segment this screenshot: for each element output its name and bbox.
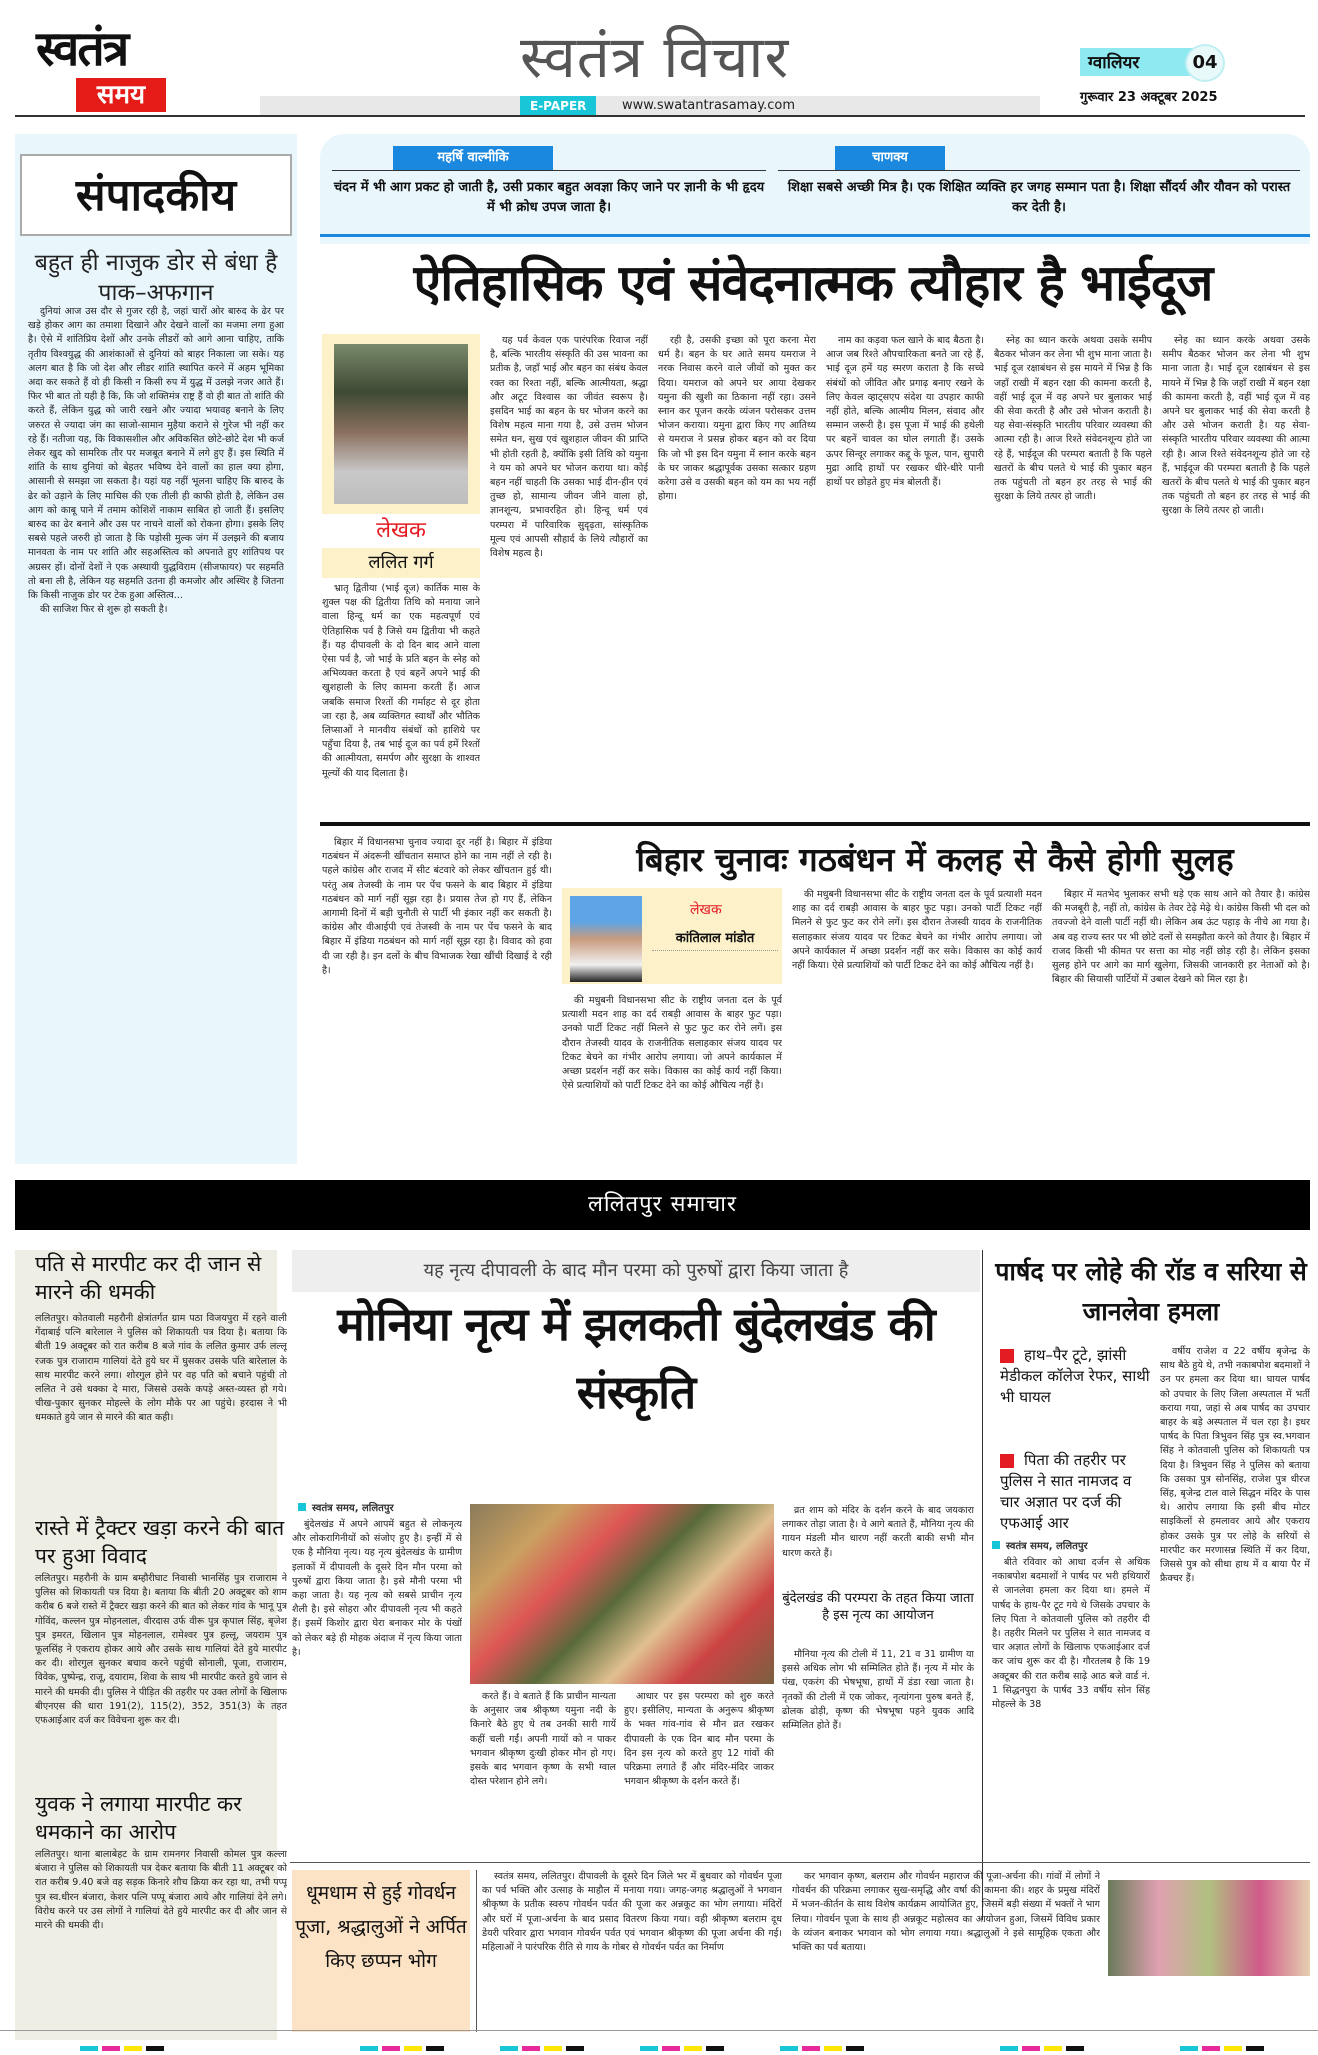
editorial-section-label: संपादकीय <box>20 154 292 236</box>
author-name: कांतिलाल मांडोत <box>652 928 778 951</box>
bihar-text: बिहार में विधानसभा चुनाव ज्यादा दूर नहीं है। बिहार में इंडिया गठबंधन में अंदरूनी खींचतान समाप्त होने का नाम नहीं ले रही है। पहले कांग्रेस और राजद में सीट बंटवारे को लेकर खींचतान हुई थी। परंतु अब तेजस्वी के नाम पर पेंच फसने के बाद बिहार में इंडिया गठबंधन को मार्ग नहीं सूझ रहा है। प्रयास तेज हो गए हैं, लेकिन आगामी दिनों में बड़ी चुनौती से पार्टी भी इंकार नहीं कर सकती है। कांग्रेस और वीआईपी एवं तेजस्वी के नाम पर पेंच फसने के बाद बिहार में इंडिया गठबंधन को मार्ग नहीं सूझ रहा है। विवाद को हवा दी जा रही है। इन दलों के बीच विभाजक रेखा खींची दिखाई दे रही है। <box>322 837 552 976</box>
page-number-badge: 04 <box>1185 44 1225 82</box>
cmyk-bar-group <box>500 2036 588 2055</box>
editorial-closing: की साजिश फिर से शुरू हो सकती है। <box>40 604 168 616</box>
author-label: लेखक <box>690 902 722 918</box>
bullet-square-icon <box>298 1503 306 1511</box>
monia-column-4 <box>782 1504 974 1588</box>
epaper-badge: E-PAPER <box>520 96 596 116</box>
parshad-column-2 <box>1160 1345 1310 1857</box>
lead-column-6 <box>1162 334 1310 814</box>
goverdhan-column-1 <box>482 1870 782 2030</box>
logo-bottom-text: समय <box>76 78 166 112</box>
section-band-lalitpur: ललितपुर समाचार <box>15 1180 1310 1230</box>
print-registration-marks <box>0 2030 1318 2044</box>
highlight-text: हाथ–पैर टूटे, झांसी मेडीकल कॉलेज रेफर, साथी भी घायल <box>1000 1346 1150 1406</box>
local-news-headline[interactable]: रास्ते में ट्रैक्टर खड़ा करने की बात पर हुआ विवाद <box>35 1516 285 1568</box>
lead-column-4 <box>826 334 984 814</box>
quotes-divider <box>320 234 1310 237</box>
lead-text: भ्रातृ द्वितीया (भाई दूज) कार्तिक मास के शुक्ल पक्ष की द्वितीया तिथि को मनाया जाने वाला हिन्दू धर्म का एक महत्वपूर्ण एवं ऐतिहासिक पर्व है जिसे यम द्वितीया भी कहते हैं। यह दीपावली के दो दिन बाद आने वाला ऐसा पर्व है, जो भाई के प्रति बहन के स्नेह को अभिव्यक्त करता है एवं बहनें अपने भाई की खुशहाली के लिए कामना करती हैं। आज जबकि समाज रिश्तों की गर्माहट से दूर होता जा रहा है, अब व्यक्तिगत स्वार्थों और भौतिक लिप्साओं ने मानवीय संबंधों को हाशिये पर पहुँचा दिया है, तब भाई दूज का पर्व हमें रिश्तों की आत्मीयता, समर्पण और सुरक्षा के शाश्वत मूल्यों की याद दिलाता है। <box>322 583 480 779</box>
bihar-headline[interactable]: बिहार चुनावः गठबंधन में कलह से कैसे होगी सुलह <box>636 840 1234 879</box>
local-news-body: ललितपुर। कोतवाली महरौनी क्षेत्रांतर्गत ग्राम पठा विजयपुरा में रहने वाली गेंदाबाई पत्नि बारेलाल ने पुलिस को शिकायती पत्र दिया है। बताया कि बीती 19 अक्टूबर को रात करीब 8 बजे गांव के ललित कुमार उर्फ लल्लू रजक पुत्र राजाराम गालियां देते हुये घर में घुसकर उसके पति बारेलाल के साथ मारपीट करने लगा। शोरगुल होने पर वह पति को बचाने पहुंची तो ललित ने उसे धक्का दे मारा, जिससे उसके कपड़े अस्त-व्यस्त हो गये। चीख-पुकार सुनकर मोहल्ले के लोग मौके पर आ पहुंचे। हरदास ने भी धमकाते हुये जान से मारने की बात कही। <box>35 1313 287 1424</box>
bullet-square-icon <box>1000 1349 1014 1363</box>
quote-divider <box>778 170 1300 171</box>
cmyk-bar-group <box>1180 2036 1268 2055</box>
byline <box>992 1538 1088 1552</box>
author-photo <box>334 344 468 504</box>
lead-text: यह पर्व केवल एक पारंपरिक रिवाज नहीं है, बल्कि भारतीय संस्कृति की उस भावना का प्रतीक है, जहाँ भाई और बहन का संबंध केवल रक्त का रिश्ता नहीं, बल्कि आत्मीयता, श्रद्धा और अटूट विश्वास का जीवंत स्वरूप है। इसदिन भाई का बहन के घर भोजन करने का विशेष महत्व माना गया है, उसे उत्तम भोजन समेत धन, सुख एवं खुशहाल जीवन की प्राप्ति भी होती रहती है, क्योंकि इसी तिथि को यमुना ने यम को अपने घर भोजन कराया था। कोई बहन नहीं चाहती कि उसका भाई दीन-हीन एवं तुच्छ हो, सामान्य जीवन जीने वाला हो, ज्ञानशून्य, प्रभावरहित हो। हिन्दू धर्म एवं परम्परा में पारिवारिक सुदृढ़ता, सांस्कृतिक मूल्य एवं आपसी सौहार्द के लिये त्यौहारों का विशेष महत्व है। <box>490 335 648 560</box>
section-divider <box>320 822 1310 826</box>
goverdhan-column-2 <box>792 1870 1100 2030</box>
byline-text: स्वतंत्र समय, ललितपुर <box>1006 1541 1088 1552</box>
quote-text-valmiki: चंदन में भी आग प्रकट हो जाती है, उसी प्रकार बहुत अवज्ञा किए जाने पर ज्ञानी के भी हृदय में भी क्रोध उपज जाता है। <box>333 180 765 215</box>
local-news-body: ललितपुर। महरौनी के ग्राम बम्हौरीघाट निवासी भानसिंह पुत्र राजाराम ने पुलिस को शिकायती पत्र दिया है। बताया कि बीती 20 अक्टूबर को शाम करीब 6 बजे रास्ते में ट्रैक्टर खड़ा करने की बात को लेकर गांव के भानू पुत्र गोविंद, कल्लन पुत्र मोहनलाल, वीरदास उर्फ वीरू पुत्र कृपाल सिंह, बृजेश पुत्र इमरत, खिलान पुत्र मोहनलाल, रामेश्वर पुत्र हल्लू, जयराम पुत्र फूलसिंह ने एकराय होकर आये और उसके साथ गालियां देते हुये मारपीट कर दी। शोरगुल सुनकर बचाव करने पहुंची सोनाली, पूजा, राजाराम, विवेक, पुष्पेन्द्र, राजू, दयाराम, शिवा के साथ भी मारपीट करते हुये जान से मारने की धमकी दी। पुलिस ने पीड़ित की तहरीर पर उक्त लोगों के खिलाफ बीएनएस की धारा 191(2), 115(2), 352, 351(3) के तहत एफआईआर दर्ज कर विवेचना शुरू कर दी। <box>35 1573 287 1727</box>
editorial-body <box>28 305 284 1155</box>
author-label: लेखक <box>322 514 480 548</box>
parshad-text: वर्षीय राजेश व 22 वर्षीय बृजेन्द्र के साथ बैठे हुये थे, तभी नकाबपोश बदमाशों ने उन पर हमला कर दिया था। घायल पार्षद को उपचार के लिए जिला अस्पताल में भर्ती कराया गया, जहां से अब पार्षद का उपचार बाहर के बड़े अस्पताल में चल रहा है। इधर पार्षद के पिता त्रिभुवन सिंह पुत्र स्व.भगवान सिंह ने कोतवाली पुलिस को शिकायती पत्र दिया है। त्रिभुवन सिंह ने पुलिस को बताया कि उसका पुत्र सोनसिंह, राजेश पुत्र धीरज सिंह, बृजेन्द्र टाल वाले सिद्धन मंदिर के पास थे। आरोप लगाया कि इसी बीच मोटर साइकिलों से हमलावर आये और एकराय होकर उसके पुत्र पर लोहे के सरियों से मारपीट कर मरणासन्न स्थिति में कर दिया, जिससे पुत्र को सीधा हाथ में व बाया पैर में फ्रैक्चर हैं। <box>1160 1346 1310 1585</box>
logo-top-text: स्वतंत्र <box>36 21 128 77</box>
local-news-panel <box>15 1250 287 2040</box>
quote-label-valmiki: महर्षि वाल्मीकि <box>393 146 553 170</box>
bihar-text: की मधुबनी विधानसभा सीट के राष्ट्रीय जनता दल के पूर्व प्रत्याशी मदन शाह का दर्द राबड़ी आवास के बाहर फुट पड़ा। उनको पार्टी टिकट नहीं मिलने से फुट फुट कर रोने लगें। इस दौरान तेजस्वी यादव के राजनीतिक सलाहकार संजय यादव पर टिकट बेचने का गंभीर आरोप लगाया। जो अपने कार्यकाल में अच्छा प्रदर्शन नहीं कर सके। विकास का कोई कार्य नहीं किया। ऐसे प्रत्याशियों को पार्टी टिकट देने का कोई औचित्य नहीं है। <box>562 995 782 1092</box>
monia-text: करते हैं। वे बताते हैं कि प्राचीन मान्यता के अनुसार जब श्रीकृष्ण यमुना नदी के किनारे बैठे हुए थे तब उनकी सारी गायें कहीं चली गईं। अपनी गायों को न पाकर भगवान श्रीकृष्ण दुःखी होकर मौन हो गए। इसके बाद भगवान कृष्ण के सभी ग्वाल दोस्त परेशान होने लगे। <box>470 1691 616 1788</box>
cmyk-bar-group <box>780 2036 868 2055</box>
monia-headline[interactable]: मोनिया नृत्य में झलकती बुंदेलखंड की संस्कृति <box>337 1297 935 1419</box>
highlight-text: पिता की तहरीर पर पुलिस ने सात नामजद व चार अज्ञात पर दर्ज की एफआई आर <box>1000 1451 1132 1532</box>
byline <box>298 1500 394 1514</box>
monia-column-2 <box>470 1690 616 1858</box>
monia-text: व्रत शाम को मंदिर के दर्शन करने के बाद जयकारा लगाकर तोड़ा जाता है। वे आगे बताते हैं, मौनिया नृत्य की गायन मंडली मौन धारण नहीं करती बाकी सभी मौन धारण करते हैं। <box>782 1505 974 1559</box>
author-photo <box>570 896 642 982</box>
bihar-column-3 <box>1052 888 1310 1154</box>
story-kicker: यह नृत्य दीपावली के बाद मौन परमा को पुरुषों द्वारा किया जाता है <box>292 1250 980 1292</box>
lead-text: नाम का कड़वा फल खाने के बाद बैठता है। आज जब रिश्ते औपचारिकता बनते जा रहे हैं, भाई दूज हमें यह स्मरण कराता है कि सच्चे संबंधों को जीवित और प्रगाढ़ बनाए रखने के लिए केवल व्हाट्सएप संदेश या उपहार काफी नहीं होते, बल्कि आत्मीय मिलन, संवाद और सम्मान जरूरी है। इस पूजा में भाई की हथेली पर बहनें चावल का घोल लगाती हैं। उसके ऊपर सिन्दूर लगाकर कद्दू के फूल, पान, सुपारी मुद्रा आदि हाथों पर रखकर धीरे-धीरे पानी हाथों पर छोड़ते हुए मंत्र बोलती हैं। <box>826 335 984 489</box>
cmyk-bar-group <box>360 2036 448 2055</box>
story-highlight <box>1000 1450 1150 1534</box>
quote-text-chanakya: शिक्षा सबसे अच्छी मित्र है। एक शिक्षित व्यक्ति हर जगह सम्मान पता है। शिक्षा सौंदर्य और यौवन को परास्त कर देती है। <box>787 180 1291 215</box>
local-news-body: ललितपुर। थाना बालाबेहट के ग्राम रामनगर निवासी कोमल पुत्र कल्ला बंजारा ने पुलिस को शिकायती पत्र देकर बताया कि बीती 11 अक्टूबर को रात करीब 9.40 बजे वह सड़क किनारे शौच क्रिया कर रहा था, तभी पप्पू पुत्र स्व.धीरन बंजारा, केशर पत्नि पप्पू बंजारा आये और गालियां देने लगे। विरोध करने पर उस लोगों ने गालियां देते हुये मारपीट कर दी और जान से मारने की धमकी दी। <box>35 1849 287 1932</box>
author-name: ललित गर्ग <box>322 548 480 578</box>
bullet-square-icon <box>992 1541 1000 1549</box>
section-divider <box>290 1862 1310 1863</box>
column-divider <box>476 1870 477 2032</box>
bihar-text: बिहार में मतभेद भुलाकर सभी धड़े एक साथ आने को तैयार है। कांग्रेस की मजबूरी है, नहीं तो, कांग्रेस के तेवर टेढ़े मेढ़े थे। कांग्रेस किसी भी दल को तवज्जो देने वाली पार्टी नहीं थी। लेकिन अब ऊंट पहाड़ के नीचे आ गया है। अब वह राज्य स्तर पर भी छोटे दलों से समझौता करने को तैयार है। बिहार में राजद किसी भी कीमत पर सत्ता का मोह नहीं छोड़ रही है। लेकिन इसका सुलह होने पर आगे का मार्ग खुलेगा, जिसकी जानकारी हर नेताओं को है। बिहार की सियासी पार्टियों में उबाल देखने को मिल रहा है। <box>1052 889 1310 986</box>
monia-column-1 <box>292 1518 462 1858</box>
author-photo-box <box>322 334 480 514</box>
quotes-panel <box>320 134 1310 244</box>
lead-column-2 <box>490 334 648 814</box>
dance-photo <box>470 1504 774 1684</box>
lead-column-1 <box>322 582 480 814</box>
column-divider <box>982 1250 983 1920</box>
local-news-headline[interactable]: युवक ने लगाया मारपीट कर धमकाने का आरोप <box>35 1792 242 1844</box>
quote-label-chanakya: चाणक्य <box>835 146 945 170</box>
monia-text: मौनिया नृत्य की टोली में 11, 21 व 31 ग्रामीण या इससे अधिक लोग भी सम्मिलित होते हैं। नृत्य में मोर के पंख, एकरंग की भेषभूषा, हाथों में डंडा रखा जाता है। नृतकों की टोली में एक जोकर, नृत्यांगना पुरुष बनते हैं, ढोलक ढोड़ी, कृष्ण की भेषभूषा पहने युवक आदि सम्मिलित होते हैं। <box>782 1649 974 1732</box>
edition-date: गुरूवार 23 अक्टूबर 2025 <box>1080 90 1218 105</box>
parshad-column-1 <box>992 1556 1150 1856</box>
monia-subheadline: बुंदेलखंड की परम्परा के तहत किया जाता है इस नृत्य का आयोजन <box>782 1591 974 1623</box>
parshad-text: बीते रविवार को आधा दर्जन से अधिक नकाबपोश बदमाशों ने पार्षद पर भरी हथियारों से जानलेवा हमला कर दिया था। हमले में पार्षद के हाथ-पैर टूट गये थे जिसके उपचार के लिए पिता ने कोतवाली पुलिस को तहरीर दी है। तहरीर मिलने पर पुलिस ने सात नामजद व चार अज्ञात लोगों के खिलाफ एफआईआर दर्ज कर जांच शुरू कर दी है। गौरतलब है कि 19 अक्टूबर की रात करीब साढ़े आठ बजे वार्ड नं. 1 सिद्धनपुरा के पार्षद 33 वर्षीय सोन सिंह मोहल्ले के 38 <box>992 1557 1150 1711</box>
monia-text: आधार पर इस परम्परा को शुरु करते हुए। इसीलिए, मान्यता के अनुरूप श्रीकृष्ण के भक्त गांव-गांव से मौन व्रत रखकर दीपावली के एक दिन बाद मौन परमा के दिन इस नृत्य को करते हुए 12 गांवों की परिक्रमा लगाते हैं और मंदिर-मंदिर जाकर भगवान श्रीकृष्ण के दर्शन करते हैं। <box>624 1691 774 1788</box>
bihar-text: की मधुबनी विधानसभा सीट के राष्ट्रीय जनता दल के पूर्व प्रत्याशी मदन शाह का दर्द राबड़ी आवास के बाहर फुट पड़ा। उनको पार्टी टिकट नहीं मिलने से फुट फुट कर रोने लगें। इस दौरान तेजस्वी यादव के राजनीतिक सलाहकार संजय यादव पर टिकट बेचने का गंभीर आरोप लगाया। जो अपने कार्यकाल में अच्छा प्रदर्शन नहीं कर सके। विकास का कोई कार्य नहीं किया। ऐसे प्रत्याशियों को पार्टी टिकट देने का कोई औचित्य नहीं है। <box>792 889 1042 972</box>
newspaper-logo[interactable] <box>36 20 170 116</box>
cmyk-bar-group <box>640 2036 728 2055</box>
goverdhan-text: स्वतंत्र समय, ललितपुर। दीपावली के दूसरे दिन जिले भर में बुधवार को गोवर्धन पूजा का पर्व भक्ति और उत्साह के माहौल में मनाया गया। जगह-जगह श्रद्धालुओं ने भगवान श्रीकृष्ण के प्रतीक स्वरुप गोवर्धन पर्वत की पूजा कर अन्नकूट का भोग लगाया। मंदिरों और घरों में पूजा-अर्चना के बाद प्रसाद वितरण किया गया। वही श्रीकृष्ण बलराम दूध डेयरी परिवार द्वारा भगवान गोवर्धन पर्वत एवं भगवान श्रीकृष्ण की पूजा अर्चना की गई। महिलाओं ने पारंपरिक रीति से गाय के गोबर से गोवर्धन पर्वत का निर्माण <box>482 1871 782 1954</box>
cmyk-bar-group <box>80 2036 168 2055</box>
bihar-column-2 <box>792 888 1042 1154</box>
lead-column-3 <box>658 334 816 814</box>
lead-headline[interactable]: ऐतिहासिक एवं संवेदनात्मक त्यौहार है भाईदूज <box>413 254 1213 312</box>
parshad-headline[interactable]: पार्षद पर लोहे की रॉड व सरिया से जानलेवा हमला <box>995 1257 1307 1326</box>
lead-text: स्नेह का ध्यान करके अथवा उसके समीप बैठकर भोजन कर लेना भी शुभ माना जाता है। भाई दूज रक्षाबंधन से इस मायने में भिन्न है कि जहाँ राखी में बहन रक्षा की कामना करती है, वहीं भाई दूज में वह अपने घर बुलाकर भाई की सेवा करती है और उसे भोजन कराती है। यह सेवा-संस्कृति भारतीय परिवार व्यवस्था की आत्मा रही है। आज रिश्ते संवेदनशून्य होते जा रहे हैं, भाईदूज की परम्परा बताती है कि पहले खतरों के बीच पलते थे भाई की पुकार बहन तक पहुंचती तो बहन हर तरह से भाई की सुरक्षा के लिये तत्पर हो जाती। <box>1162 335 1310 517</box>
editorial-text: दुनियां आज उस दौर से गुजर रही है, जहां चारों ओर बारुद के ढेर पर खड़े होकर आग का तमाशा दिखाने और देखने वालों का मजमा लगा हुआ है। ऐसे में शांतिप्रिय देशों और उनके लीडरों को आगे आना चाहिए, ताकि तृतीय विश्वयुद्ध की आशंकाओं से दुनियां को बाहर निकाला जा सके। यह अलग बात है कि जो देश और लीडर शांति स्थापित करने में अहम भूमिका अदा कर सकते हैं वो ही किसी न किसी रुप में युद्ध में उलझे नजर आते हैं। फिर भी बात तो यही है कि, कि जो शक्तिमंत्र राष्ट्र हैं वो ही बात तो शांति की करते हैं, लेकिन युद्ध को जारी रखने और ज्यादा भयावह बनाने के लिए जरुरत से ज्यादा जंग का साजो-सामान मुहैया कराने से गुरेज भी नहीं कर रहे हैं। नतीजा यह, कि विकासशील और अविकसित छोटे-छोटे देश भी कर्ज लेकर खुद को सामरिक तौर पर मजबूत बनाने में लगे हुए हैं। इस स्थिति में शांति के साथ दुनियां को बेहतर भविष्य देने वालों का हाल क्या होगा, आसानी से समझा जा सकता है। यहां यह नहीं भूलना चाहिए कि बारुद के ढेर को उड़ाने के लिए माचिस की एक तीली ही काफी होती है, लेकिन उस आग को काबू पाने में तमाम कोशिशें नाकाम साबित हो जाती हैं। इसलिए बारुद का ढेर बनाने और उस पर नाचने वालों को रोकना होगा। इसके लिए सबसे पहले जरुरी हो जाता है कि पड़ोसी मुल्क जंग में उलझने की बजाय मानवता के नाम पर शांति और सहअस्तित्व को अपनाते हुए शांतिपथ पर अग्रसर हों। दोनों देशों ने एक अस्थायी युद्धविराम (सीजफायर) पर सहमति तो बना ली है, लेकिन यह सहमति उतना ही कमजोर और अस्थिर है जितना कि किसी नाजुक डोर पर टेक हुआ अस्तित्व... <box>28 306 284 602</box>
quote-divider <box>332 170 766 171</box>
monia-column-4b <box>782 1648 974 1858</box>
goverdhan-text: कर भगवान कृष्ण, बलराम और गोवर्धन महाराज की पूजा-अर्चना की। गांवों में लोगों ने गोवर्धन की परिक्रमा लगाकर सुख-समृद्धि और वर्षा की कामना की। शहर के प्रमुख मंदिरों में भजन-कीर्तन के साथ विशेष कार्यक्रम आयोजित हुए, जिसमें बड़ी संख्या में भक्तों ने भाग लिया। गोवर्धन पूजा के साथ ही अन्नकूट महोत्सव का आयोजन हुआ, जिसमें विविध प्रकार के व्यंजन बनाकर भगवान को भोग लगाया गया। श्रद्धालुओं ने इसे सामूहिक एकता और भक्ति का पर्व बताया। <box>792 1871 1100 1954</box>
goverdhan-headline[interactable]: धूमधाम से हुई गोवर्धन पूजा, श्रद्धालुओं ने अर्पित किए छप्पन भोग <box>292 1870 470 2032</box>
page-title: स्वतंत्र विचार <box>520 23 790 91</box>
cmyk-bar-group <box>1000 2036 1088 2055</box>
monia-text: बुंदेलखंड में अपने आपमें बहुत से लोकनृत्य और लोकरागिनीयों को संजोए हुए है। इन्हीं में से एक है मौनिया नृत्य। यह नृत्य बुंदेलखंड के ग्रामीण इलाकों में दीपावली के दूसरे दिन मौन परमा को पुरुषों द्वारा किया जाता है। इसे मौनी परमा भी कहा जाता है। यह नृत्य को सबसे प्राचीन नृत्य शैली है। इसे सोहरा और दीपावली नृत्य भी कहते हैं। इसमें किशोर द्वारा घेरा बनाकर मोर के पंखों को लेकर बड़े ही मोहक अंदाज में नृत्य किया जाता है। <box>292 1519 462 1658</box>
monia-column-3 <box>624 1690 774 1858</box>
group-photo <box>1108 1880 1310 1976</box>
local-news-headline[interactable]: पति से मारपीट कर दी जान से मारने की धमकी <box>35 1252 262 1304</box>
lead-column-5 <box>994 334 1152 814</box>
lead-text: स्नेह का ध्यान करके अथवा उसके समीप बैठकर भोजन कर लेना भी शुभ माना जाता है। भाई दूज रक्षाबंधन से इस मायने में भिन्न है कि जहाँ राखी में बहन रक्षा की कामना करती है, वहीं भाई दूज में वह अपने घर बुलाकर भाई की सेवा करती है और उसे भोजन कराती है। यह सेवा-संस्कृति भारतीय परिवार व्यवस्था की आत्मा रही है। आज रिश्ते संवेदनशून्य होते जा रहे हैं, भाईदूज की परम्परा बताती है कि पहले खतरों के बीच पलते थे भाई की पुकार बहन तक पहुंचती तो बहन हर तरह से भाई की सुरक्षा के लिये तत्पर हो जाती। <box>994 335 1152 503</box>
edition-city: ग्वालियर <box>1080 48 1202 76</box>
bihar-column-1 <box>322 836 552 1154</box>
website-link[interactable]: www.swatantrasamay.com <box>622 98 796 113</box>
byline-text: स्वतंत्र समय, ललितपुर <box>312 1503 394 1514</box>
story-highlight <box>1000 1345 1150 1408</box>
lead-text: रही है, उसकी इच्छा को पूरा करना मेरा धर्म है। बहन के घर आते समय यमराज ने नरक निवास करने वाले जीवों को मुक्त कर दिया। यमराज को अपने घर आया देखकर यमुना की खुशी का ठिकाना नहीं रहा। उसने स्नान कर पूजन करके व्यंजन परोसकर उत्तम भोजन कराया। यमुना द्वारा किए गए आतिथ्य से यमराज ने प्रसन्न होकर बहन को वर दिया कि जो भी इस दिन यमुना में स्नान करके बहन के घर जाकर श्रद्धापूर्वक उसका सत्कार ग्रहण करेगा उसे व उसकी बहन को यम का भय नहीं होगा। <box>658 335 816 503</box>
editorial-headline: बहुत ही नाजुक डोर से बंधा है पाक–अफगान <box>34 250 278 306</box>
bihar-column-1b <box>562 994 782 1154</box>
masthead-divider <box>15 115 1305 117</box>
bullet-square-icon <box>1000 1454 1014 1468</box>
